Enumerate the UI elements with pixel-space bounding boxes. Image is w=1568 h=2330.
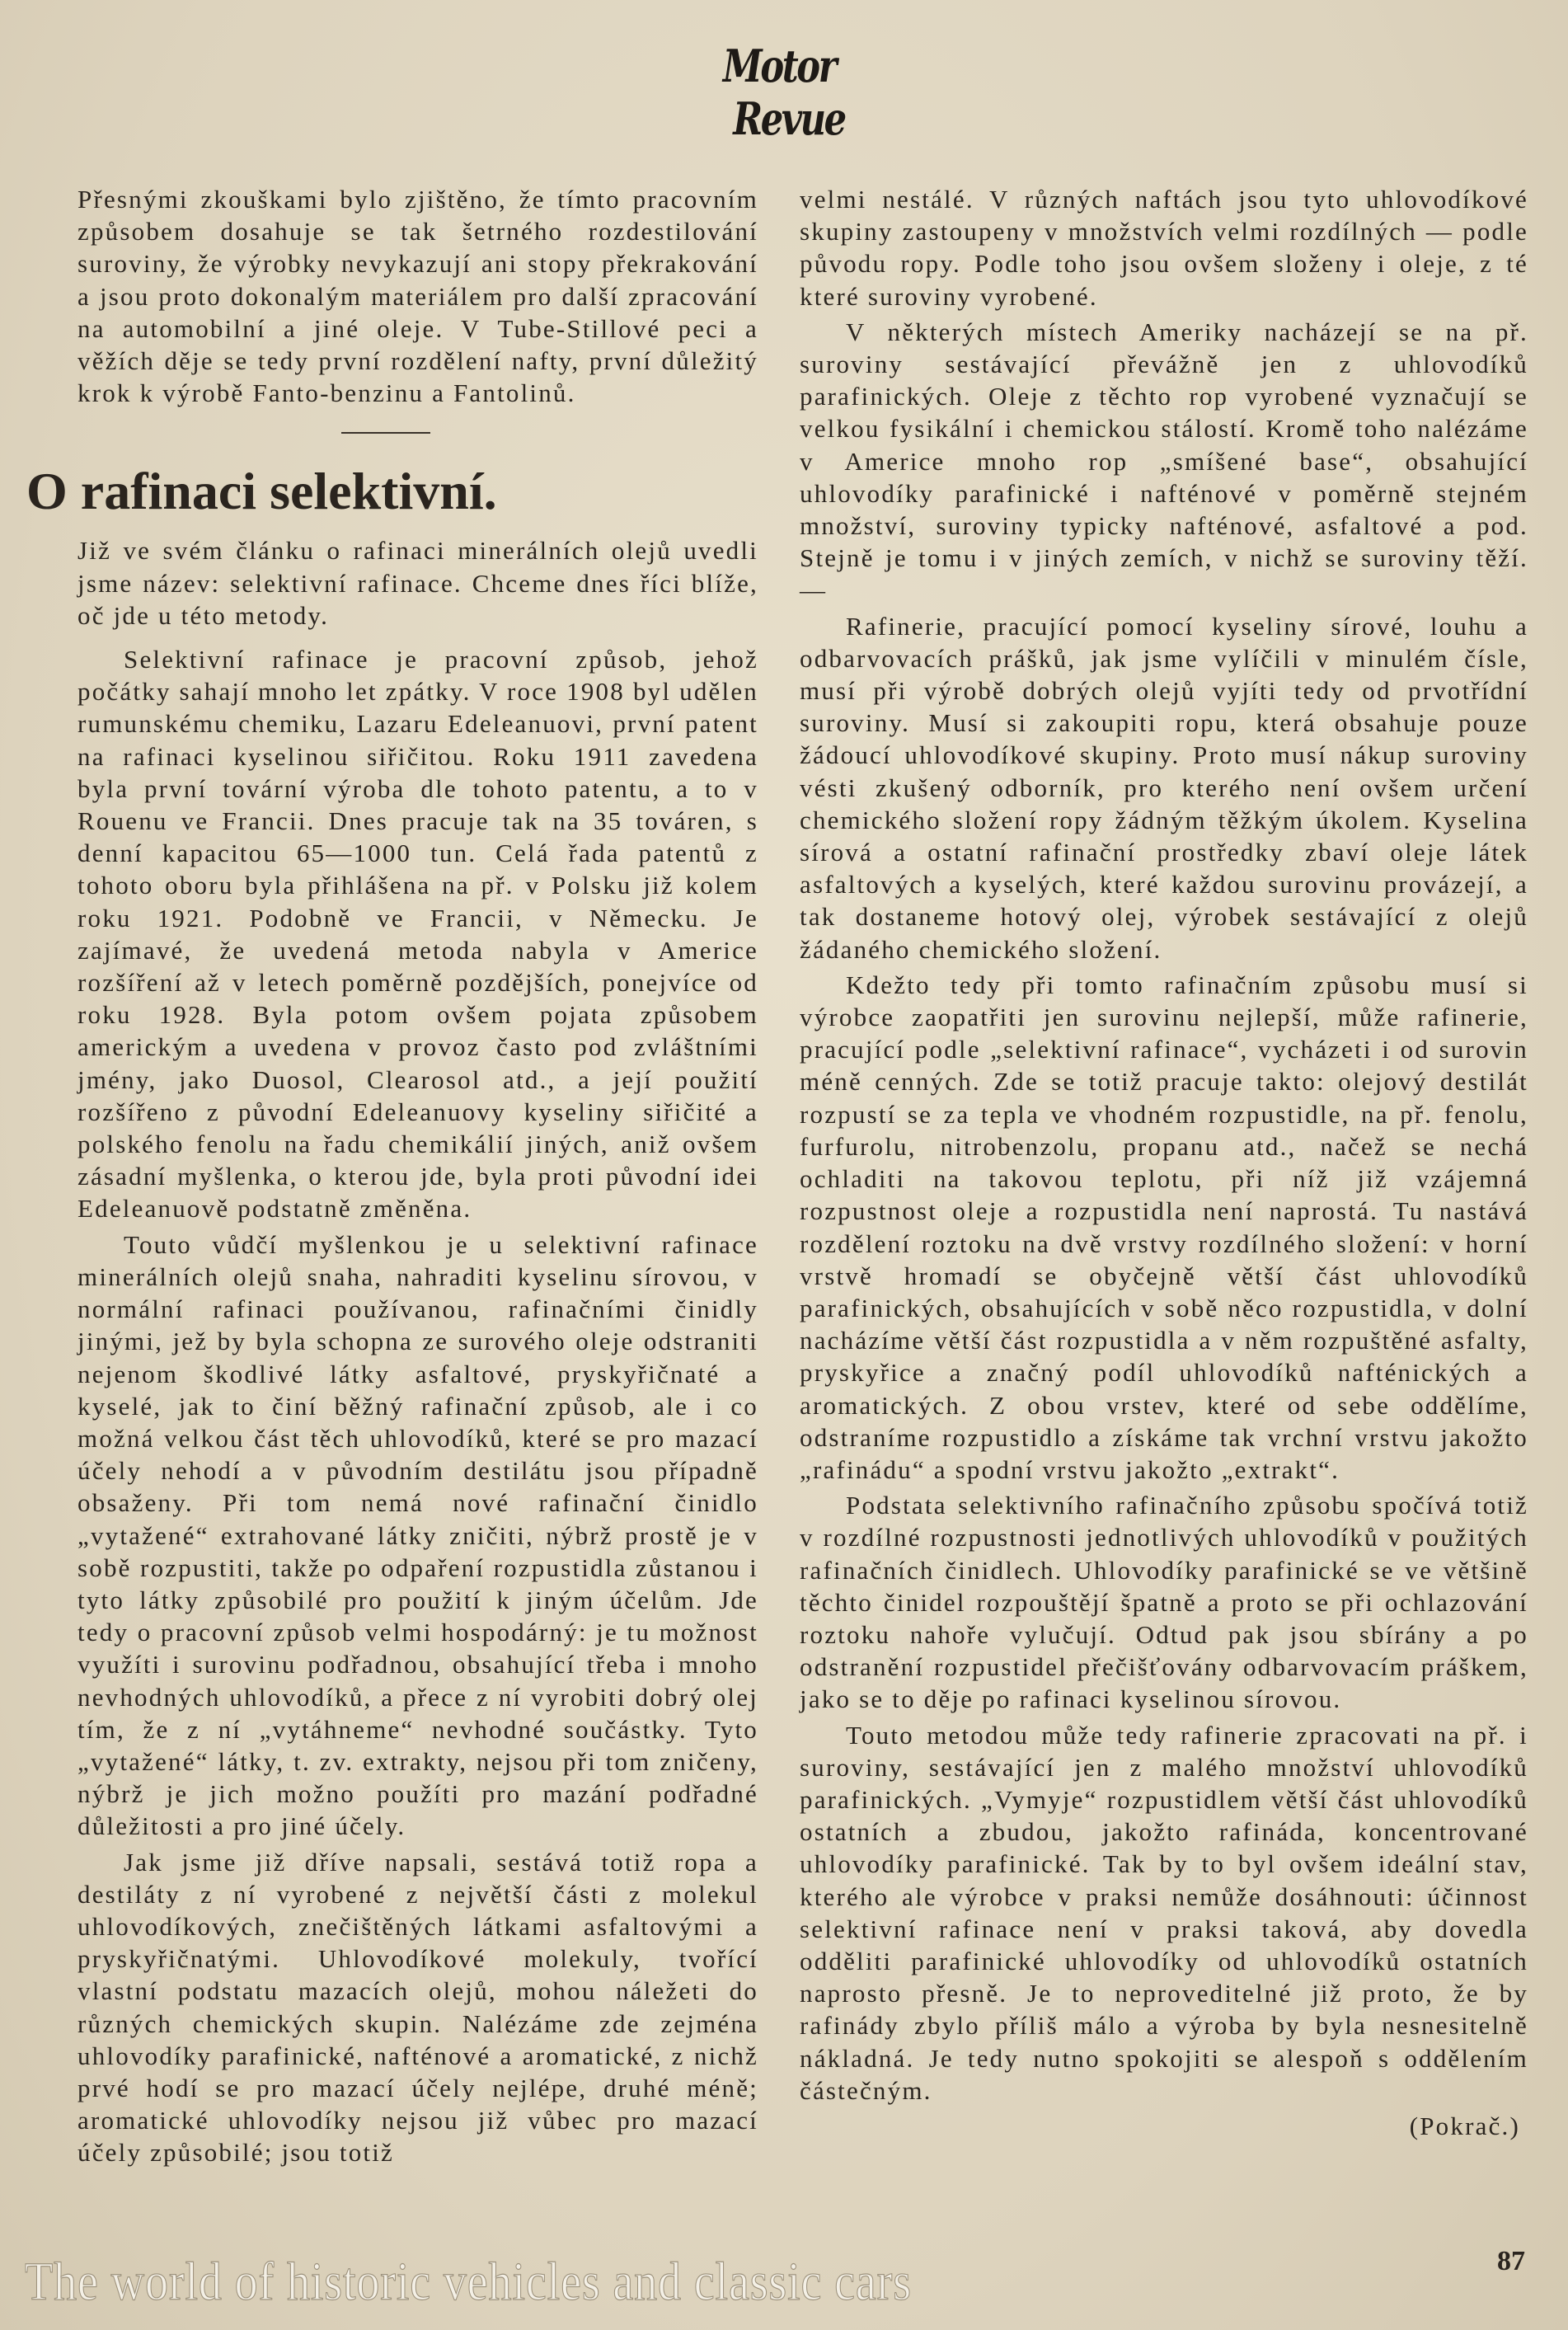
page-number: 87 [1497, 2246, 1525, 2276]
masthead-line-2: Revue [733, 92, 845, 145]
article-title: O rafinaci selektivní. [26, 462, 497, 521]
paragraph: Touto metodou může tedy rafinerie zpracovati na př. i suroviny, sestávající jen z malého množství uhlovodíků parafinických. „Vymyje“ rozpustidlem větší část uhlovodíků ostatních a zbudou, jakožto rafináda, koncentrované uhlovodíky parafinické. Tak by to byl ovšem ideální stav, kterého ale výrobce v praksi nemůže dosáhnouti: účinnost selektivní rafinace není v praksi taková, aby dovedla odděliti parafinické uhlovodíky od uhlovodíků ostatních naprosto přesně. Je to neproveditelné již proto, že by rafinády zbylo příliš málo a výroba by byla nesnesitelně nákladná. Je tedy nutno spokojiti se alespoň s oddělením částečným. [800, 1720, 1528, 2105]
paragraph: velmi nestálé. V různých naftách jsou tyto uhlovodíkové skupiny zastoupeny v množstvích velmi rozdílných — podle původu ropy. Podle toho jsou ovšem složeny i oleje, z té které suroviny vyrobené. [800, 185, 1528, 311]
paragraph: Přesnými zkouškami bylo zjištěno, že tímto pracovním způsobem dosahuje se tak šetrného rozdestilování suroviny, že výrobky nevykazují ani stopy překrakování a jsou proto dokonalým materiálem pro další zpracování na automobilní a jiné oleje. V Tube-Stillové peci a věžích děje se tedy první rozdělení nafty, první důležitý krok k výrobě Fanto-benzinu a Fantolinů. [77, 185, 758, 408]
paragraph: V některých místech Ameriky nacházejí se na př. suroviny sestávající převážně jen z uhlovodíků parafinických. Oleje z těchto rop vyrobené vyznačují se velkou fysikální i chemickou stálostí. Kromě toho nalézáme v Americe mnoho rop „smíšené base“, obsahující uhlovodíky parafinické i nafténové v poměrně stejném množství, suroviny typicky nafténové, asfaltové a pod. Stejně je tomu i v jiných zemích, v nichž se suroviny těží. — [800, 317, 1528, 605]
paragraph: Rafinerie, pracující pomocí kyseliny sírové, louhu a odbarvovacích prášků, jak jsme vylíčili v minulém čísle, musí při výrobě dobrých olejů vyjíti tedy od prvotřídní suroviny. Musí si zakoupiti ropu, která obsahuje pouze žádoucí uhlovodíkové skupiny. Proto musí nákup suroviny vésti zkušený odborník, pro kterého není ovšem určení chemického složení ropy žádným těžkým úkolem. Kyselina sírová a ostatní rafinační prostředky zbaví oleje látek asfaltových a kyselých, které každou surovinu provázejí, a tak dostaneme hotový olej, výrobek sestávající z olejů žádaného chemického složení. [800, 611, 1528, 964]
paragraph: Touto vůdčí myšlenkou je u selektivní rafinace minerálních olejů snaha, nahraditi kyselinu sírovou, v normální rafinaci používanou, rafinačními činidly jinými, jež by byla schopna ze surového oleje odstraniti nejenom škodlivé látky asfaltové, pryskyřičnaté a kyselé, jak to činí běžný rafinační způsob, ale i co možná velkou část těch uhlovodíků, které se pro mazací účely nehodí a v původním destilátu jsou případně obsaženy. Při tom nemá nové rafinační činidlo „vytažené“ extrahované látky zničiti, nýbrž prostě je v sobě rozpustiti, takže po odpaření rozpustidla zůstanou i tyto látky způsobilé pro použití k jiným účelům. Jde tedy o pracovní způsob velmi hospodárný: je tu možnost využíti i surovinu podřadnou, obsahující třeba i mnoho nevhodných uhlovodíků, a přece z ní vyrobiti dobrý olej tím, že z ní „vytáhneme“ nevhodné součástky. Tyto „vytažené“ látky, t. zv. extrakty, nejsou při tom zničeny, nýbrž je jich možno použíti pro mazání podřadné důležitosti a pro jiné účely. [77, 1229, 758, 1841]
left-column [26, 183, 758, 2169]
article-intro: Již ve svém článku o rafinaci minerálních olejů uvedli jsme název: selektivní rafinace. Chceme dnes říci blíže, oč jde u této metody. [77, 536, 758, 630]
paragraph: Kdežto tedy při tomto rafinačním způsobu musí si výrobce zaopatřiti jen surovinu nejlepší, může rafinerie, pracující podle „selektivní rafinace“, vycházeti i od surovin méně cenných. Zde se totiž pracuje takto: olejový destilát rozpustí se za tepla ve vhodném rozpustidle, na př. fenolu, furfurolu, nitrobenzolu, propanu atd., načež se nechá ochladiti na takovou teplotu, při níž již vzájemná rozpustnost oleje a rozpustidla není naprostá. Tu nastává rozdělení roztoku na dvě vrstvy rozdílného složení: v horní vrstvě hromadí se obyčejně větší část uhlovodíků parafinických, obsahujících v sobě něco rozpustidla, v dolní nacházíme větší část rozpustidla a v něm rozpuštěné asfalty, pryskyřice a značný podíl uhlovodíků nafténických a aromatických. Z obou vrstev, které od sebe oddělíme, odstraníme rozpustidlo a získáme tak vrchní vrstvu jakožto „rafinádu“ a spodní vrstvu jakožto „extrakt“. [800, 970, 1528, 1484]
right-column [800, 183, 1528, 2142]
paragraph: Jak jsme již dříve napsali, sestává totiž ropa a destiláty z ní vyrobené z největší části z molekul uhlovodíkových, znečištěných látkami asfaltovými a pryskyřičnatými. Uhlovodíkové molekuly, tvořící vlastní podstatu mazacích olejů, mohou náležeti do různých chemických skupin. Nalézáme zde zejména uhlovodíky parafinické, nafténové a aromatické, z nichž prvé hodí se pro mazací účely nejlépe, druhé méně; aromatické uhlovodíky nejsou již vůbec pro mazací účely způsobilé; jsou totiž [77, 1847, 758, 2168]
masthead-logo [703, 40, 855, 145]
continued-note: (Pokrač.) [1409, 2111, 1520, 2140]
watermark: The world of historic vehicles and classic cars [25, 2252, 912, 2312]
section-divider [341, 432, 430, 434]
paragraph: Selektivní rafinace je pracovní způsob, jehož počátky sahají mnoho let zpátky. V roce 1908 byl udělen rumunskému chemiku, Lazaru Edeleanuovi, první patent na rafinaci kyselinou siřičitou. Roku 1911 zavedena byla první tovární výroba dle tohoto patentu, a to v Rouenu ve Francii. Dnes pracuje tak na 35 továren, s denní kapacitou 65—1000 tun. Celá řada patentů z tohoto oboru byla přihlášena na př. v Polsku již kolem roku 1921. Podobně ve Francii, v Německu. Je zajímavé, že uvedená metoda nabyla v Americe rozšíření až v letech poměrně pozdějších, ponejvíce od roku 1928. Byla potom ovšem pojata způsobem americkým a uvedena v provoz často pod zvláštními jmény, jako Duosol, Clearosol atd., a její použití rozšířeno z původní Edeleanuovy kyseliny siřičité a polského fenolu na řadu chemikálií jiných, aniž ovšem zásadní myšlenka, o kterou jde, byla proti původní idei Edeleanuově podstatně změněna. [77, 645, 758, 1224]
masthead-line-1: Motor [722, 40, 836, 92]
paragraph: Podstata selektivního rafinačního způsobu spočívá totiž v rozdílné rozpustnosti jednotlivých uhlovodíků v použitých rafinačních činidlech. Uhlovodíky parafinické se ve většině těchto činidel rozpouštějí špatně a proto se při ochlazování roztoku nahoře vylučují. Odtud pak jsou sbírány a po odstranění rozpustidel přečišťovány odbarvovacím práškem, jako se to děje po rafinaci kyselinou sírovou. [800, 1491, 1528, 1714]
